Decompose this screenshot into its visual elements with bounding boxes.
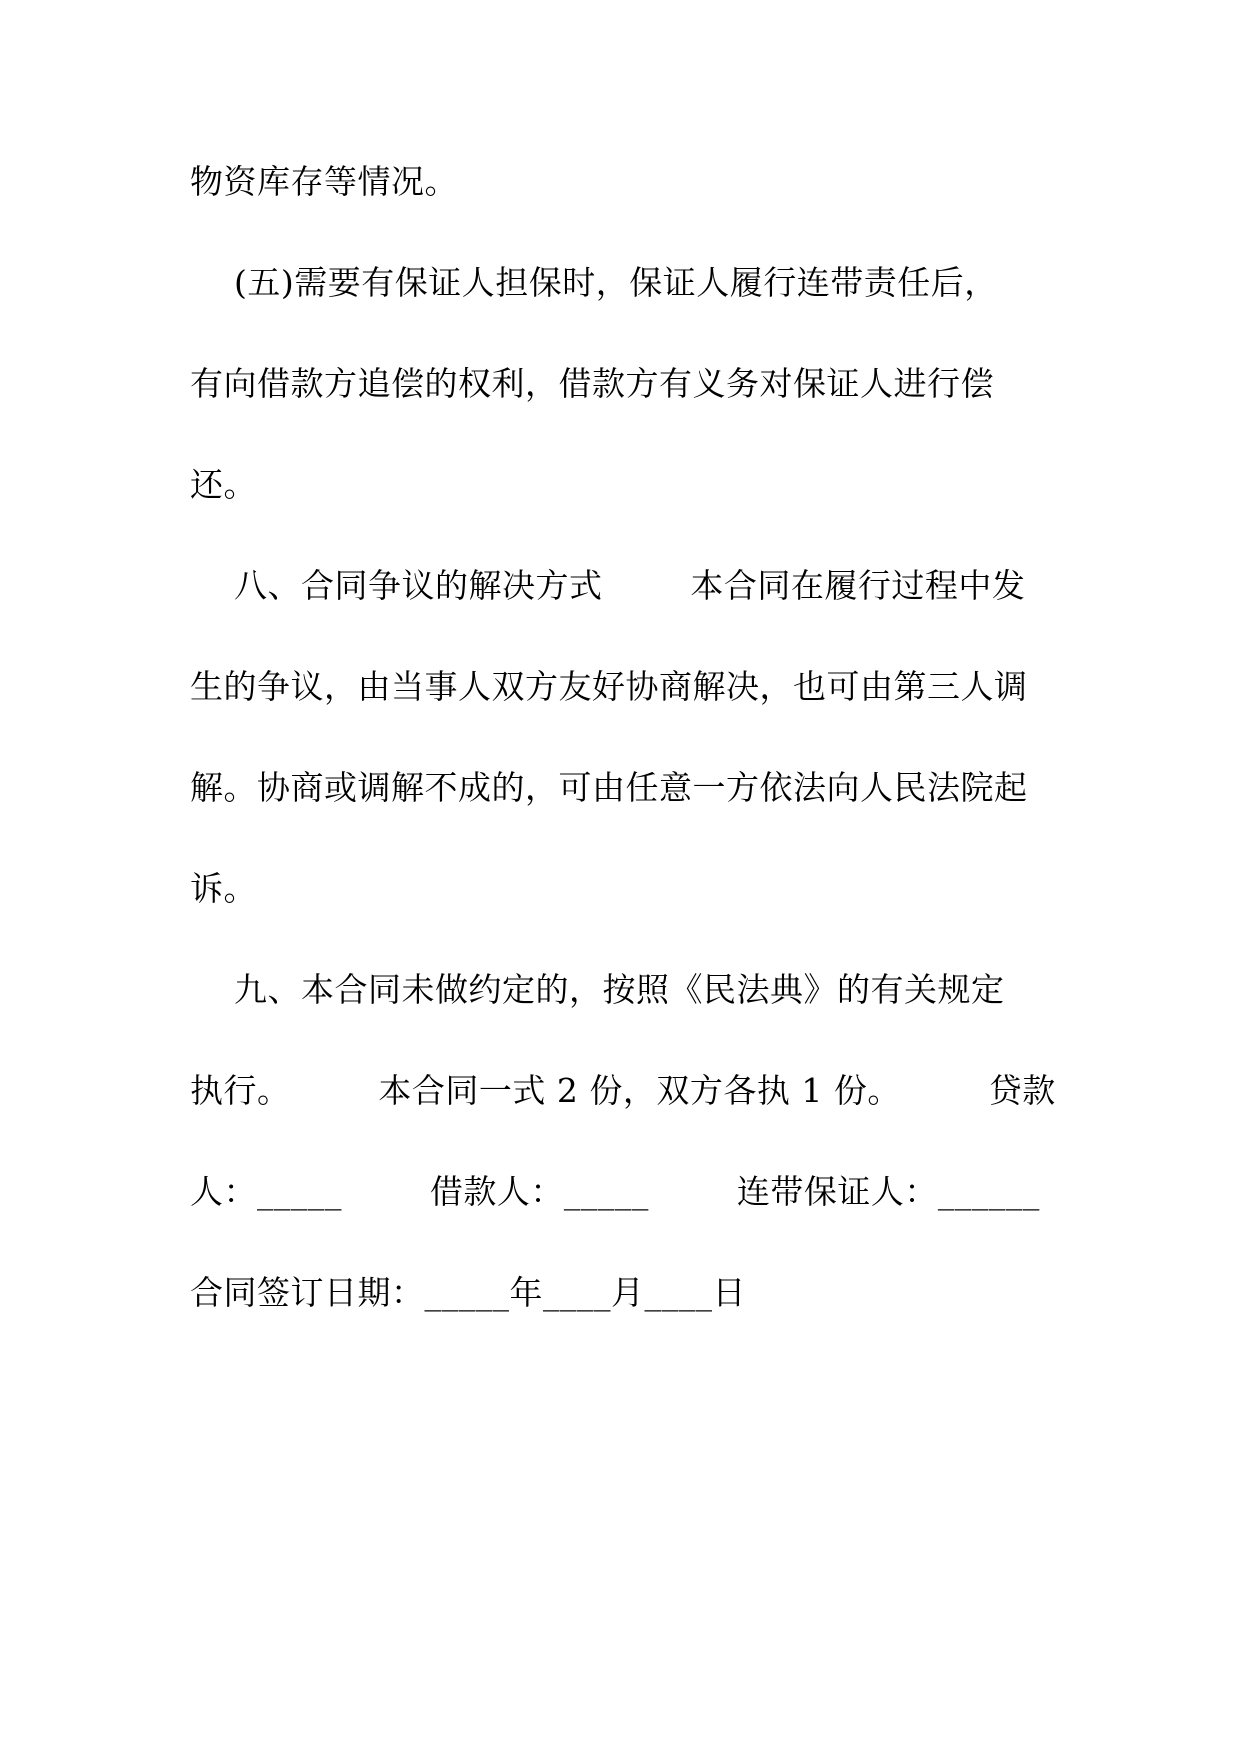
section-8-heading-line: 八、合同争议的解决方式 本合同在履行过程中发 <box>190 566 1026 605</box>
text-line-3: 有向借款方追偿的权利，借款方有义务对保证人进行偿 <box>190 364 994 403</box>
section-9-heading-line: 九、本合同未做约定的，按照《民法典》的有关规定 <box>190 970 1005 1009</box>
text-line-1: 物资库存等情况。 <box>190 162 458 201</box>
text-line-7: 解。协商或调解不成的，可由任意一方依法向人民法院起 <box>190 768 1028 807</box>
text-line-10: 执行。 本合同一式 2 份，双方各执 1 份。 贷款 <box>190 1071 1056 1110</box>
signature-line: 人：_____ 借款人：_____ 连带保证人：______ <box>190 1172 1040 1211</box>
text-line-8: 诉。 <box>190 869 257 908</box>
text-line-2: (五)需要有保证人担保时，保证人履行连带责任后， <box>190 263 998 302</box>
text-line-6: 生的争议，由当事人双方友好协商解决，也可由第三人调 <box>190 667 1028 706</box>
text-line-4: 还。 <box>190 465 257 504</box>
signing-date-line: 合同签订日期：_____年____月____日 <box>190 1273 746 1312</box>
